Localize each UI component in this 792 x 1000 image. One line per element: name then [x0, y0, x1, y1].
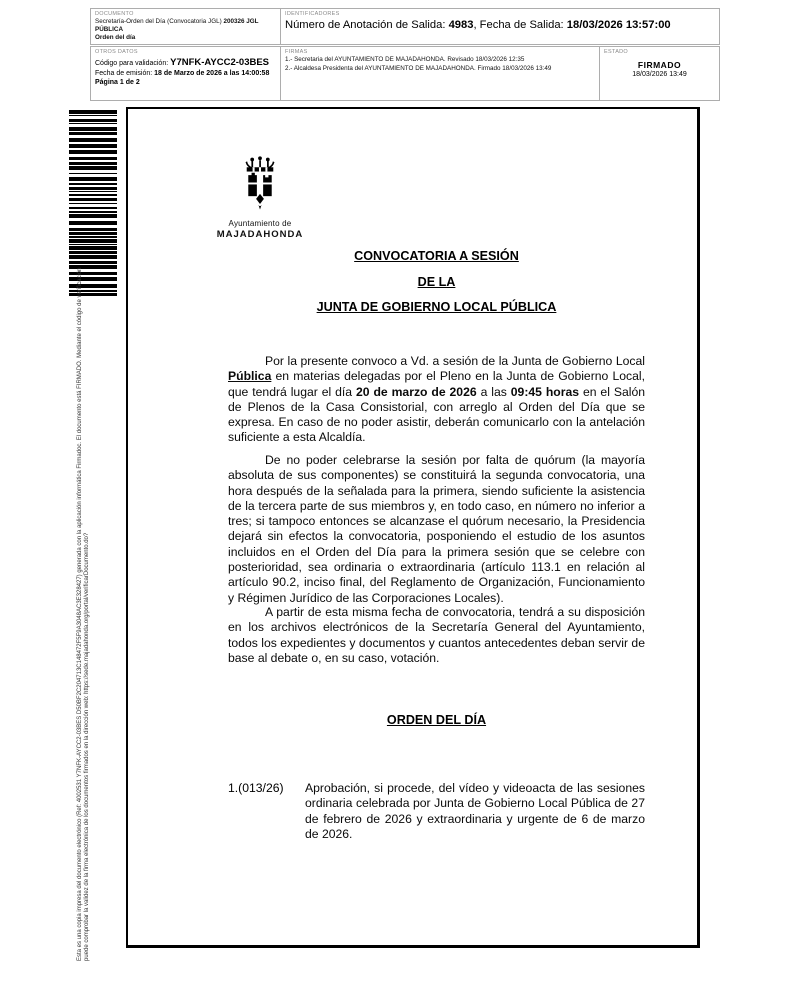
estado-body	[604, 60, 715, 78]
barcode-bar	[69, 214, 117, 218]
firma-entry-2: 2.- Alcaldesa Presidenta del AYUNTAMIENTO DE MAJADAHONDA. Firmado 18/03/2026 13:49	[285, 64, 552, 72]
numero-salida-value: 4983	[448, 19, 474, 31]
barcode-bar	[69, 191, 117, 192]
firmas-label: FIRMAS	[285, 49, 308, 55]
identificadores-line	[285, 19, 715, 33]
title-line3: JUNTA DE GOBIERNO LOCAL PÚBLICA	[316, 300, 557, 314]
barcode-bar	[69, 123, 117, 124]
documento-line2-bold: Orden del día	[95, 34, 136, 41]
p1-text-end: en el Salón de Plenos de la Casa Consistorial, con arreglo al Orden del Día que se expresa. En caso de no poder asistir, deberán comunicarlo con la antelación suficiente a esta Alcaldía.	[228, 384, 645, 445]
barcode-bar	[69, 157, 117, 160]
logo-text-line1: Ayuntamiento de	[228, 219, 292, 228]
barcode-bar	[69, 177, 117, 181]
verification-note-line1: Esta es una copia impresa del documento electrónico (Ref: 4002531 Y7NFK-AYCC2-03BES D50BF2C204713C148472F5F9A3048AC3E328427) generada con la aplicación informática Firmadoc. El documento está FIRMADO. Mediante el código de verificación	[77, 267, 83, 961]
pagina-label: Página	[95, 79, 120, 86]
barcode-bar	[69, 251, 117, 254]
barcode-bar	[69, 173, 117, 174]
firma-entry-1: 1.- Secretaria del AYUNTAMIENTO DE MAJADAHONDA. Revisado 18/03/2026 12:35	[285, 56, 525, 63]
p1-publica-emphasis: Pública	[228, 369, 272, 384]
pagina-value: 1 de 2	[119, 79, 140, 86]
barcode-bar	[69, 110, 117, 114]
numero-salida-label: Número de Anotación de Salida:	[285, 19, 449, 31]
orden-item-1	[228, 781, 645, 842]
barcode-bar	[69, 166, 117, 170]
majadahonda-crest-icon	[235, 155, 285, 217]
barcode-bar	[69, 132, 117, 135]
verification-note-vertical	[77, 269, 91, 961]
paragraph-quorum: De no poder celebrarse la sesión por falta de quórum (la mayoría absoluta de sus componentes) se constituirá la segunda convocatoria, una hora después de la señalada para la primera, siendo suficiente la asistencia de la tercera parte de sus miembros y, en todo caso, en número no inferior a tres; si tampoco entonces se alcanzase el quórum necesario, la Presidencia dejará sin efectos la convocatoria, posponiendo el estudio de los asuntos incluidos en el Orden del Día para la primera sesión que se celebre con posterioridad, sea ordinaria o extraordinaria (artículo 113.1 en relación al artículo 90.2, inciso final, del Reglamento de Organización, Funcionamiento y Régimen Jurídico de las Corporaciones Locales).	[228, 453, 645, 605]
documento-line1-bold: 200326 JGL PÚBLICA	[95, 18, 259, 33]
header-box-otros-datos	[90, 46, 281, 101]
barcode-bar	[69, 119, 117, 122]
fecha-emision-label: Fecha de emisión:	[95, 70, 155, 77]
orden-item-1-text: Aprobación, si procede, del vídeo y videoacta de las sesiones ordinaria celebrada por Junta de Gobierno Local Pública de 27 de febrero de 2026 y extraordinaria y urgente de 6 de marzo de 2026.	[305, 781, 645, 841]
barcode-bar	[69, 127, 117, 131]
p1-text-mid1: en materias delegadas por el Pleno en la Junta de Gobierno Local, que tendrá lugar el día	[228, 369, 645, 399]
estado-firmado-badge: FIRMADO	[637, 60, 682, 70]
p1-session-date: 20 de marzo de 2026	[355, 384, 477, 399]
fecha-emision-value: 18 de Marzo de 2026 a las 14:00:58	[154, 70, 270, 77]
barcode-bar	[69, 221, 117, 225]
identificadores-label: IDENTIFICADORES	[285, 11, 340, 17]
barcode-bar	[69, 183, 117, 185]
paragraph-convocatoria	[228, 354, 645, 446]
barcode-bar	[69, 115, 117, 116]
orden-item-1-number: 1.(013/26)	[228, 781, 284, 795]
p1-text-mid2: a las	[476, 384, 511, 399]
estado-label: ESTADO	[604, 49, 629, 55]
ayuntamiento-logo	[205, 155, 315, 240]
barcode-bar	[69, 138, 117, 142]
barcode-bar	[69, 150, 117, 154]
codigo-validacion-line	[95, 57, 276, 69]
title-line1: CONVOCATORIA A SESIÓN	[354, 249, 519, 263]
logo-text-line2: MAJADAHONDA	[216, 229, 304, 240]
documento-label: DOCUMENTO	[95, 11, 134, 17]
title-spacer	[228, 289, 645, 300]
barcode-bar	[69, 162, 117, 165]
documento-line2	[95, 34, 276, 42]
barcode-bar	[69, 255, 117, 259]
barcode-bar	[69, 187, 117, 190]
documento-line1-text: Secretaría-Orden del Día (Convocatoria JGL)	[95, 18, 224, 25]
barcode-bar	[69, 203, 117, 204]
header-box-documento	[90, 8, 281, 45]
p1-session-time: 09:45 horas	[510, 384, 580, 399]
codigo-validacion-value: Y7NFK-AYCC2-03BES	[170, 57, 270, 68]
orden-del-dia-heading: ORDEN DEL DÍA	[386, 713, 487, 727]
fecha-salida-label: , Fecha de Salida:	[473, 19, 567, 31]
header-box-identificadores	[280, 8, 720, 45]
document-frame	[126, 107, 700, 948]
barcode-bar	[69, 207, 117, 209]
document-title	[228, 249, 645, 314]
p1-text-start: Por la presente convoco a Vd. a sesión de la Junta de Gobierno Local	[265, 354, 645, 368]
barcode-bar	[69, 144, 117, 148]
header-box-firmas	[280, 46, 600, 101]
barcode-bar	[69, 239, 117, 243]
fecha-emision-line	[95, 69, 276, 78]
barcode-bar	[69, 198, 117, 201]
otros-datos-label: OTROS DATOS	[95, 49, 138, 55]
header-box-estado	[599, 46, 720, 101]
documento-line1	[95, 18, 276, 34]
estado-fecha: 18/03/2026 13:49	[632, 71, 687, 78]
barcode-bar	[69, 261, 117, 264]
barcode-bar	[69, 246, 117, 250]
fecha-salida-value: 18/03/2026 13:57:00	[566, 19, 671, 31]
barcode-bar	[69, 228, 117, 231]
title-line2: DE LA	[417, 275, 456, 289]
barcode-bar	[69, 232, 117, 235]
barcode-bar	[69, 236, 117, 238]
barcode-bar	[69, 194, 117, 196]
paragraph-archivos: A partir de esta misma fecha de convocatoria, tendrá a su disposición en los archivos electrónicos de la Secretaría General del Ayuntamiento, todos los expedientes y documentos y cuantos antecedentes deban servir de base al debate o, en su caso, votación.	[228, 605, 645, 665]
pagina-line	[95, 78, 276, 87]
barcode-bar	[69, 211, 117, 213]
barcode-bar	[69, 244, 117, 245]
verification-note-line2: puede comprobar la validez de la firma electrónica de los documentos firmados en la dirección web: https://sede.majadahonda.org/portal/verificarDocumento.do?	[84, 532, 90, 961]
codigo-validacion-label: Código para validación:	[95, 60, 171, 67]
title-spacer	[228, 263, 645, 275]
